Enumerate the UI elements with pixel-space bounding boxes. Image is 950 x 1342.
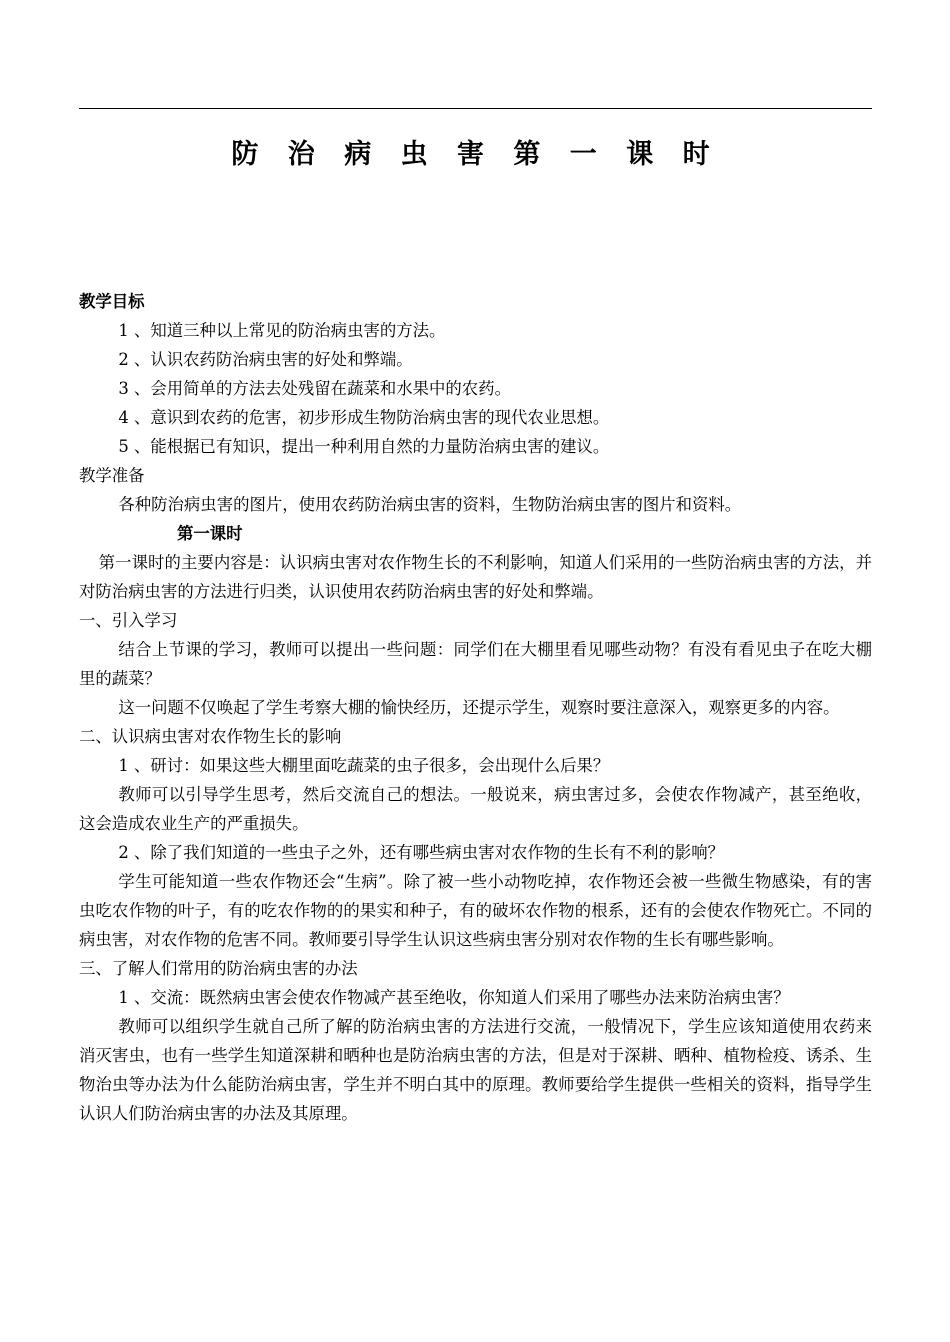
goals-heading: 教学目标 — [79, 292, 145, 311]
section3-paragraph: 1 、交流：既然病虫害会使农作物减产甚至绝收，你知道人们采用了哪些办法来防治病虫害？ — [118, 988, 790, 1007]
page-title: 防 治 病 虫 害 第 一 课 时 — [231, 139, 720, 170]
document-body — [79, 287, 872, 1128]
section1-paragraph: 结合上节课的学习，教师可以提出一些问题：同学们在大棚里看见哪些动物？有没有看见虫子在吃大棚里的蔬菜？ — [79, 640, 872, 688]
lesson-heading: 第一课时 — [177, 524, 243, 543]
section3-heading: 三、了解人们常用的防治病虫害的办法 — [79, 959, 358, 978]
goal-item: 2 、认识农药防治病虫害的好处和弊端。 — [118, 350, 413, 369]
goal-item: 4 、意识到农药的危害，初步形成生物防治病虫害的现代农业思想。 — [118, 408, 610, 427]
section1-heading: 一、引入学习 — [79, 611, 178, 630]
prep-text: 各种防治病虫害的图片，使用农药防治病虫害的资料，生物防治病虫害的图片和资料。 — [118, 495, 742, 514]
lesson-intro: 第一课时的主要内容是：认识病虫害对农作物生长的不利影响，知道人们采用的一些防治病虫害的方法，并对防治病虫害的方法进行归类，认识使用农药防治病虫害的好处和弊端。 — [79, 553, 872, 601]
goal-item: 5 、能根据已有知识，提出一种利用自然的力量防治病虫害的建议。 — [118, 437, 610, 456]
section2-paragraph: 2 、除了我们知道的一些虫子之外，还有哪些病虫害对农作物的生长有不利的影响？ — [118, 843, 725, 862]
prep-heading: 教学准备 — [79, 466, 145, 485]
section2-paragraph: 教师可以引导学生思考，然后交流自己的想法。一般说来，病虫害过多，会使农作物减产，甚至绝收，这会造成农业生产的严重损失。 — [79, 785, 872, 833]
section2-paragraph: 1 、研讨：如果这些大棚里面吃蔬菜的虫子很多，会出现什么后果？ — [118, 756, 610, 775]
section2-paragraph: 学生可能知道一些农作物还会“生病”。除了被一些小动物吃掉，农作物还会被一些微生物感染，有的害虫吃农作物的叶子，有的吃农作物的的果实和种子，有的破坏农作物的根系，还有的会使农作物死亡。不同的病虫害，对农作物的危害不同。教师要引导学生认识这些病虫害分别对农作物的生长有哪些影响。 — [79, 872, 872, 949]
section2-heading: 二、认识病虫害对农作物生长的影响 — [79, 727, 342, 746]
goal-item: 1 、知道三种以上常见的防治病虫害的方法。 — [118, 321, 446, 340]
section1-paragraph: 这一问题不仅唤起了学生考察大棚的愉快经历，还提示学生，观察时要注意深入，观察更多的内容。 — [118, 698, 840, 717]
header-rule — [79, 108, 872, 109]
goal-item: 3 、会用简单的方法去处残留在蔬菜和水果中的农药。 — [118, 379, 511, 398]
section3-paragraph: 教师可以组织学生就自己所了解的防治病虫害的方法进行交流，一般情况下，学生应该知道使用农药来消灭害虫，也有一些学生知道深耕和晒种也是防治病虫害的方法，但是对于深耕、晒种、植物检疫、诱杀、生物治虫等办法为什么能防治病虫害，学生并不明白其中的原理。教师要给学生提供一些相关的资料，指导学生认识人们防治病虫害的办法及其原理。 — [79, 1017, 872, 1123]
